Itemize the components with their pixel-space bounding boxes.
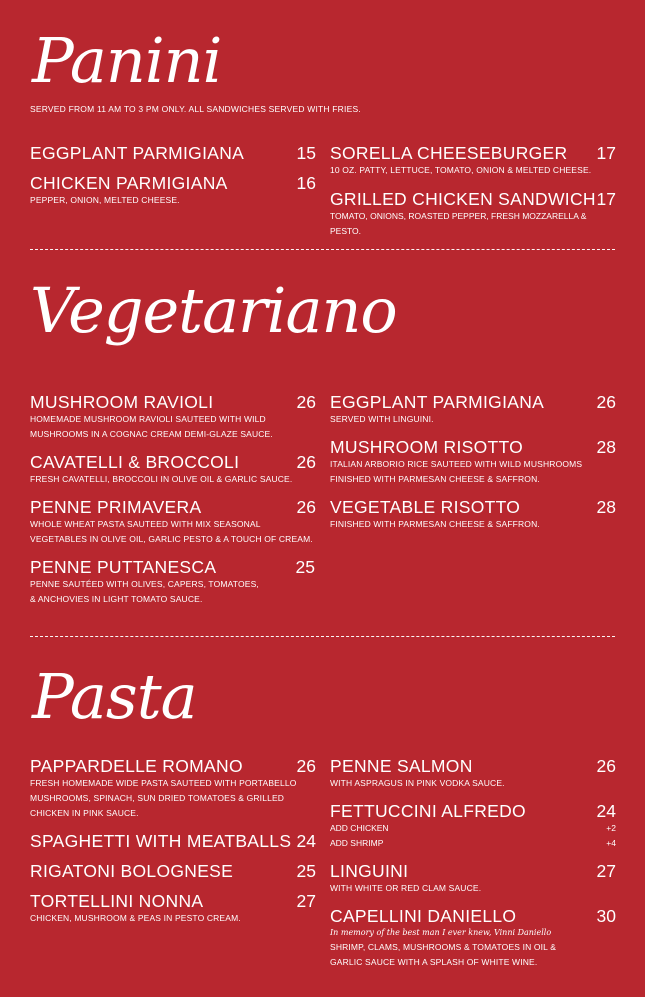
item-name: RIGATONI BOLOGNESE: [30, 861, 234, 881]
item-name: PENNE SALMON: [330, 756, 473, 776]
menu-item: [30, 831, 316, 851]
pasta-left-column: [30, 756, 316, 926]
item-price: 26: [296, 756, 316, 776]
panini-left-column: [30, 143, 316, 208]
menu-item: [330, 906, 616, 970]
addon-price: +2: [606, 823, 616, 833]
item-description: CHICKEN, MUSHROOM & PEAS IN PESTO CREAM.: [30, 913, 241, 923]
panini-right-column: [330, 143, 616, 239]
item-name: CAPELLINI DANIELLO: [330, 906, 517, 926]
menu-item: [30, 173, 316, 208]
panini-title: Panini: [32, 24, 222, 97]
item-name: CAVATELLI & BROCCOLI: [30, 452, 240, 472]
menu-item: [30, 143, 316, 163]
menu-item: [330, 497, 616, 532]
item-name: MUSHROOM RAVIOLI: [30, 392, 214, 412]
menu-item: [30, 756, 316, 821]
item-description: WITH WHITE OR RED CLAM SAUCE.: [330, 883, 482, 893]
addon-row: [330, 821, 616, 836]
item-description: TOMATO, ONIONS, ROASTED PEPPER, FRESH MOZZARELLA & PESTO.: [330, 211, 587, 236]
item-name: VEGETABLE RISOTTO: [330, 497, 521, 517]
item-name: SPAGHETTI WITH MEATBALLS: [30, 831, 292, 851]
item-name: PENNE PUTTANESCA: [30, 557, 217, 577]
vegetariano-right-column: [330, 392, 616, 532]
item-name: SORELLA CHEESEBURGER: [330, 143, 568, 163]
pasta-title: Pasta: [32, 660, 197, 733]
panini-note: SERVED FROM 11 AM TO 3 PM ONLY. ALL SANDWICHES SERVED WITH FRIES.: [30, 104, 361, 114]
menu-item: [330, 392, 616, 427]
item-name: EGGPLANT PARMIGIANA: [30, 143, 245, 163]
item-description: FINISHED WITH PARMESAN CHEESE & SAFFRON.: [330, 474, 540, 484]
item-name: EGGPLANT PARMIGIANA: [330, 392, 545, 412]
item-name: PENNE PRIMAVERA: [30, 497, 202, 517]
item-price: 24: [596, 801, 616, 821]
item-price: 15: [296, 143, 316, 163]
item-name: LINGUINI: [330, 861, 409, 881]
item-description: MUSHROOMS IN A COGNAC CREAM DEMI-GLAZE SAUCE.: [30, 429, 273, 439]
menu-item: [330, 143, 616, 178]
addon-label: ADD CHICKEN: [330, 823, 389, 833]
menu-item: [330, 801, 616, 851]
item-price: 17: [596, 189, 616, 209]
item-description: WITH ASPRAGUS IN PINK VODKA SAUCE.: [330, 778, 505, 788]
item-description: GARLIC SAUCE WITH A SPLASH OF WHITE WINE.: [330, 957, 538, 967]
pasta-right-column: [330, 756, 616, 970]
menu-item: [30, 497, 316, 547]
item-name: CHICKEN PARMIGIANA: [30, 173, 228, 193]
item-price: 25: [295, 557, 315, 577]
item-price: 26: [596, 392, 616, 412]
item-price: 26: [296, 497, 316, 517]
item-description: MUSHROOMS, SPINACH, SUN DRIED TOMATOES & GRILLED: [30, 793, 285, 803]
item-name: PAPPARDELLE ROMANO: [30, 756, 243, 776]
item-description: 10 OZ. PATTY, LETTUCE, TOMATO, ONION & MELTED CHEESE.: [330, 165, 592, 175]
item-price: 27: [296, 891, 316, 911]
menu-item: [330, 437, 616, 487]
item-description: SERVED WITH LINGUINI.: [330, 414, 434, 424]
item-description: FRESH HOMEMADE WIDE PASTA SAUTEED WITH PORTABELLO: [30, 778, 297, 788]
item-description: FINISHED WITH PARMESAN CHEESE & SAFFRON.: [330, 519, 540, 529]
memorial-note: In memory of the best man I ever knew, Vinni Daniello: [330, 928, 552, 937]
item-price: 17: [596, 143, 616, 163]
menu-item: [330, 189, 616, 239]
item-price: 26: [596, 756, 616, 776]
item-description: VEGETABLES IN OLIVE OIL, GARLIC PESTO & A TOUCH OF CREAM.: [30, 534, 313, 544]
item-name: MUSHROOM RISOTTO: [330, 437, 524, 457]
item-description: HOMEMADE MUSHROOM RAVIOLI SAUTEED WITH WILD: [30, 414, 266, 424]
item-description: WHOLE WHEAT PASTA SAUTEED WITH MIX SEASONAL: [30, 519, 261, 529]
menu-item: [30, 452, 316, 487]
vegetariano-left-column: [30, 392, 316, 607]
item-name: TORTELLINI NONNA: [30, 891, 204, 911]
menu-item: [330, 756, 616, 791]
menu-item: [30, 891, 316, 926]
item-description: SHRIMP, CLAMS, MUSHROOMS & TOMATOES IN OIL &: [330, 942, 557, 952]
item-price: 16: [296, 173, 316, 193]
item-price: 28: [596, 437, 616, 457]
item-description: ITALIAN ARBORIO RICE SAUTEED WITH WILD MUSHROOMS: [330, 459, 583, 469]
menu-item: [30, 861, 316, 881]
addon-label: ADD SHRIMP: [330, 838, 384, 848]
item-description: CHICKEN IN PINK SAUCE.: [30, 808, 139, 818]
item-price: 26: [296, 392, 316, 412]
section-divider: [30, 249, 615, 250]
item-price: 26: [296, 452, 316, 472]
menu-item: [30, 557, 316, 607]
item-description: FRESH CAVATELLI, BROCCOLI IN OLIVE OIL & GARLIC SAUCE.: [30, 474, 293, 484]
item-price: 30: [596, 906, 616, 926]
item-name: GRILLED CHICKEN SANDWICH: [330, 189, 596, 209]
item-price: 25: [296, 861, 316, 881]
item-name: FETTUCCINI ALFREDO: [330, 801, 526, 821]
item-price: 24: [296, 831, 316, 851]
menu-item: [30, 392, 316, 442]
section-divider: [30, 636, 615, 637]
vegetariano-title: Vegetariano: [30, 274, 397, 347]
item-price: 27: [596, 861, 616, 881]
addon-row: [330, 836, 616, 851]
menu-item: [330, 861, 616, 896]
item-description: & ANCHOVIES IN LIGHT TOMATO SAUCE.: [30, 594, 203, 604]
addon-price: +4: [606, 838, 616, 848]
item-price: 28: [596, 497, 616, 517]
item-description: PENNE SAUTÉED WITH OLIVES, CAPERS, TOMATOES,: [30, 579, 259, 589]
item-description: PEPPER, ONION, MELTED CHEESE.: [30, 195, 180, 205]
